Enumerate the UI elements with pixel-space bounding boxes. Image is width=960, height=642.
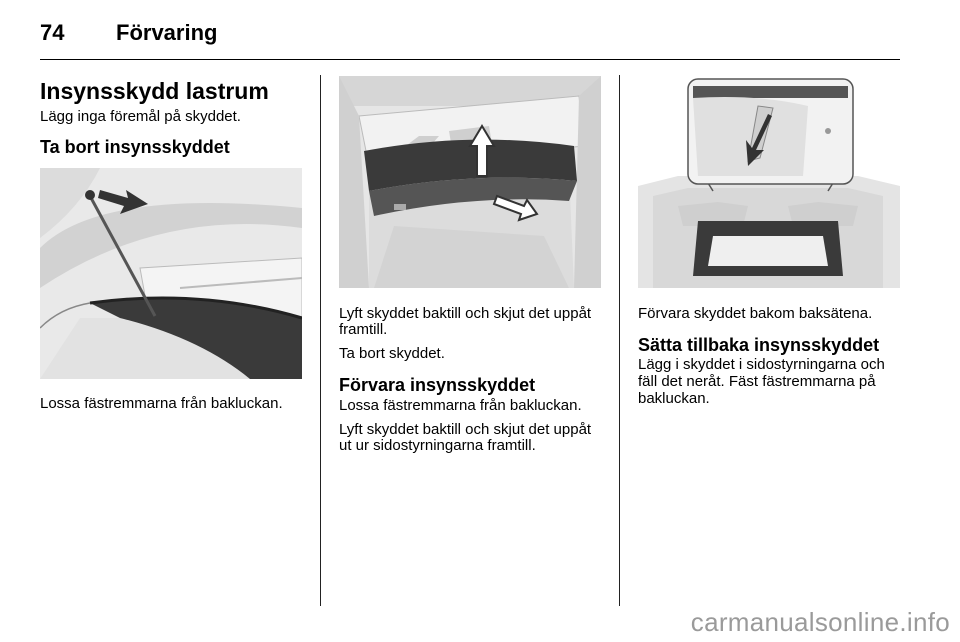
- refit-para-line3: bakluckan.: [638, 390, 710, 407]
- refit-para-line2: fäll det neråt. Fäst fästremmarna på: [638, 373, 876, 390]
- refit-para-line1: Lägg i skyddet i sidostyrningarna och: [638, 356, 885, 373]
- watermark[interactable]: carmanualsonline.info: [690, 607, 950, 637]
- column-divider-1: [320, 75, 321, 606]
- store-para1: Lossa fästremmarna från bakluckan.: [339, 397, 582, 414]
- figure2-caption-line2: framtill.: [339, 321, 388, 338]
- figure-lift-cover: [339, 76, 601, 288]
- section-title: Insynsskydd lastrum: [40, 78, 269, 104]
- store-para2-line2: ut ur sidostyrningarna framtill.: [339, 437, 536, 454]
- store-para2-line1: Lyft skyddet baktill och skjut det uppåt: [339, 421, 592, 438]
- page-number: 74: [40, 20, 65, 45]
- chapter-title: Förvaring: [116, 20, 218, 45]
- refit-cover-heading: Sätta tillbaka insynsskyddet: [638, 335, 880, 355]
- figure3-caption: Förvara skyddet bakom baksätena.: [638, 305, 873, 322]
- intro-text: Lägg inga föremål på skyddet.: [40, 108, 241, 125]
- subsection-remove-heading: Ta bort insynsskyddet: [40, 137, 230, 157]
- remove-cover-text: Ta bort skyddet.: [339, 345, 445, 362]
- header-rule: [40, 59, 900, 60]
- figure2-caption-line1: Lyft skyddet baktill och skjut det uppåt: [339, 305, 592, 322]
- column-divider-2: [619, 75, 620, 606]
- figure-tailgate-straps: [40, 168, 302, 379]
- figure1-caption: Lossa fästremmarna från bakluckan.: [40, 395, 283, 412]
- store-cover-heading: Förvara insynsskyddet: [339, 375, 536, 395]
- figure-store-behind-seats: [638, 76, 900, 288]
